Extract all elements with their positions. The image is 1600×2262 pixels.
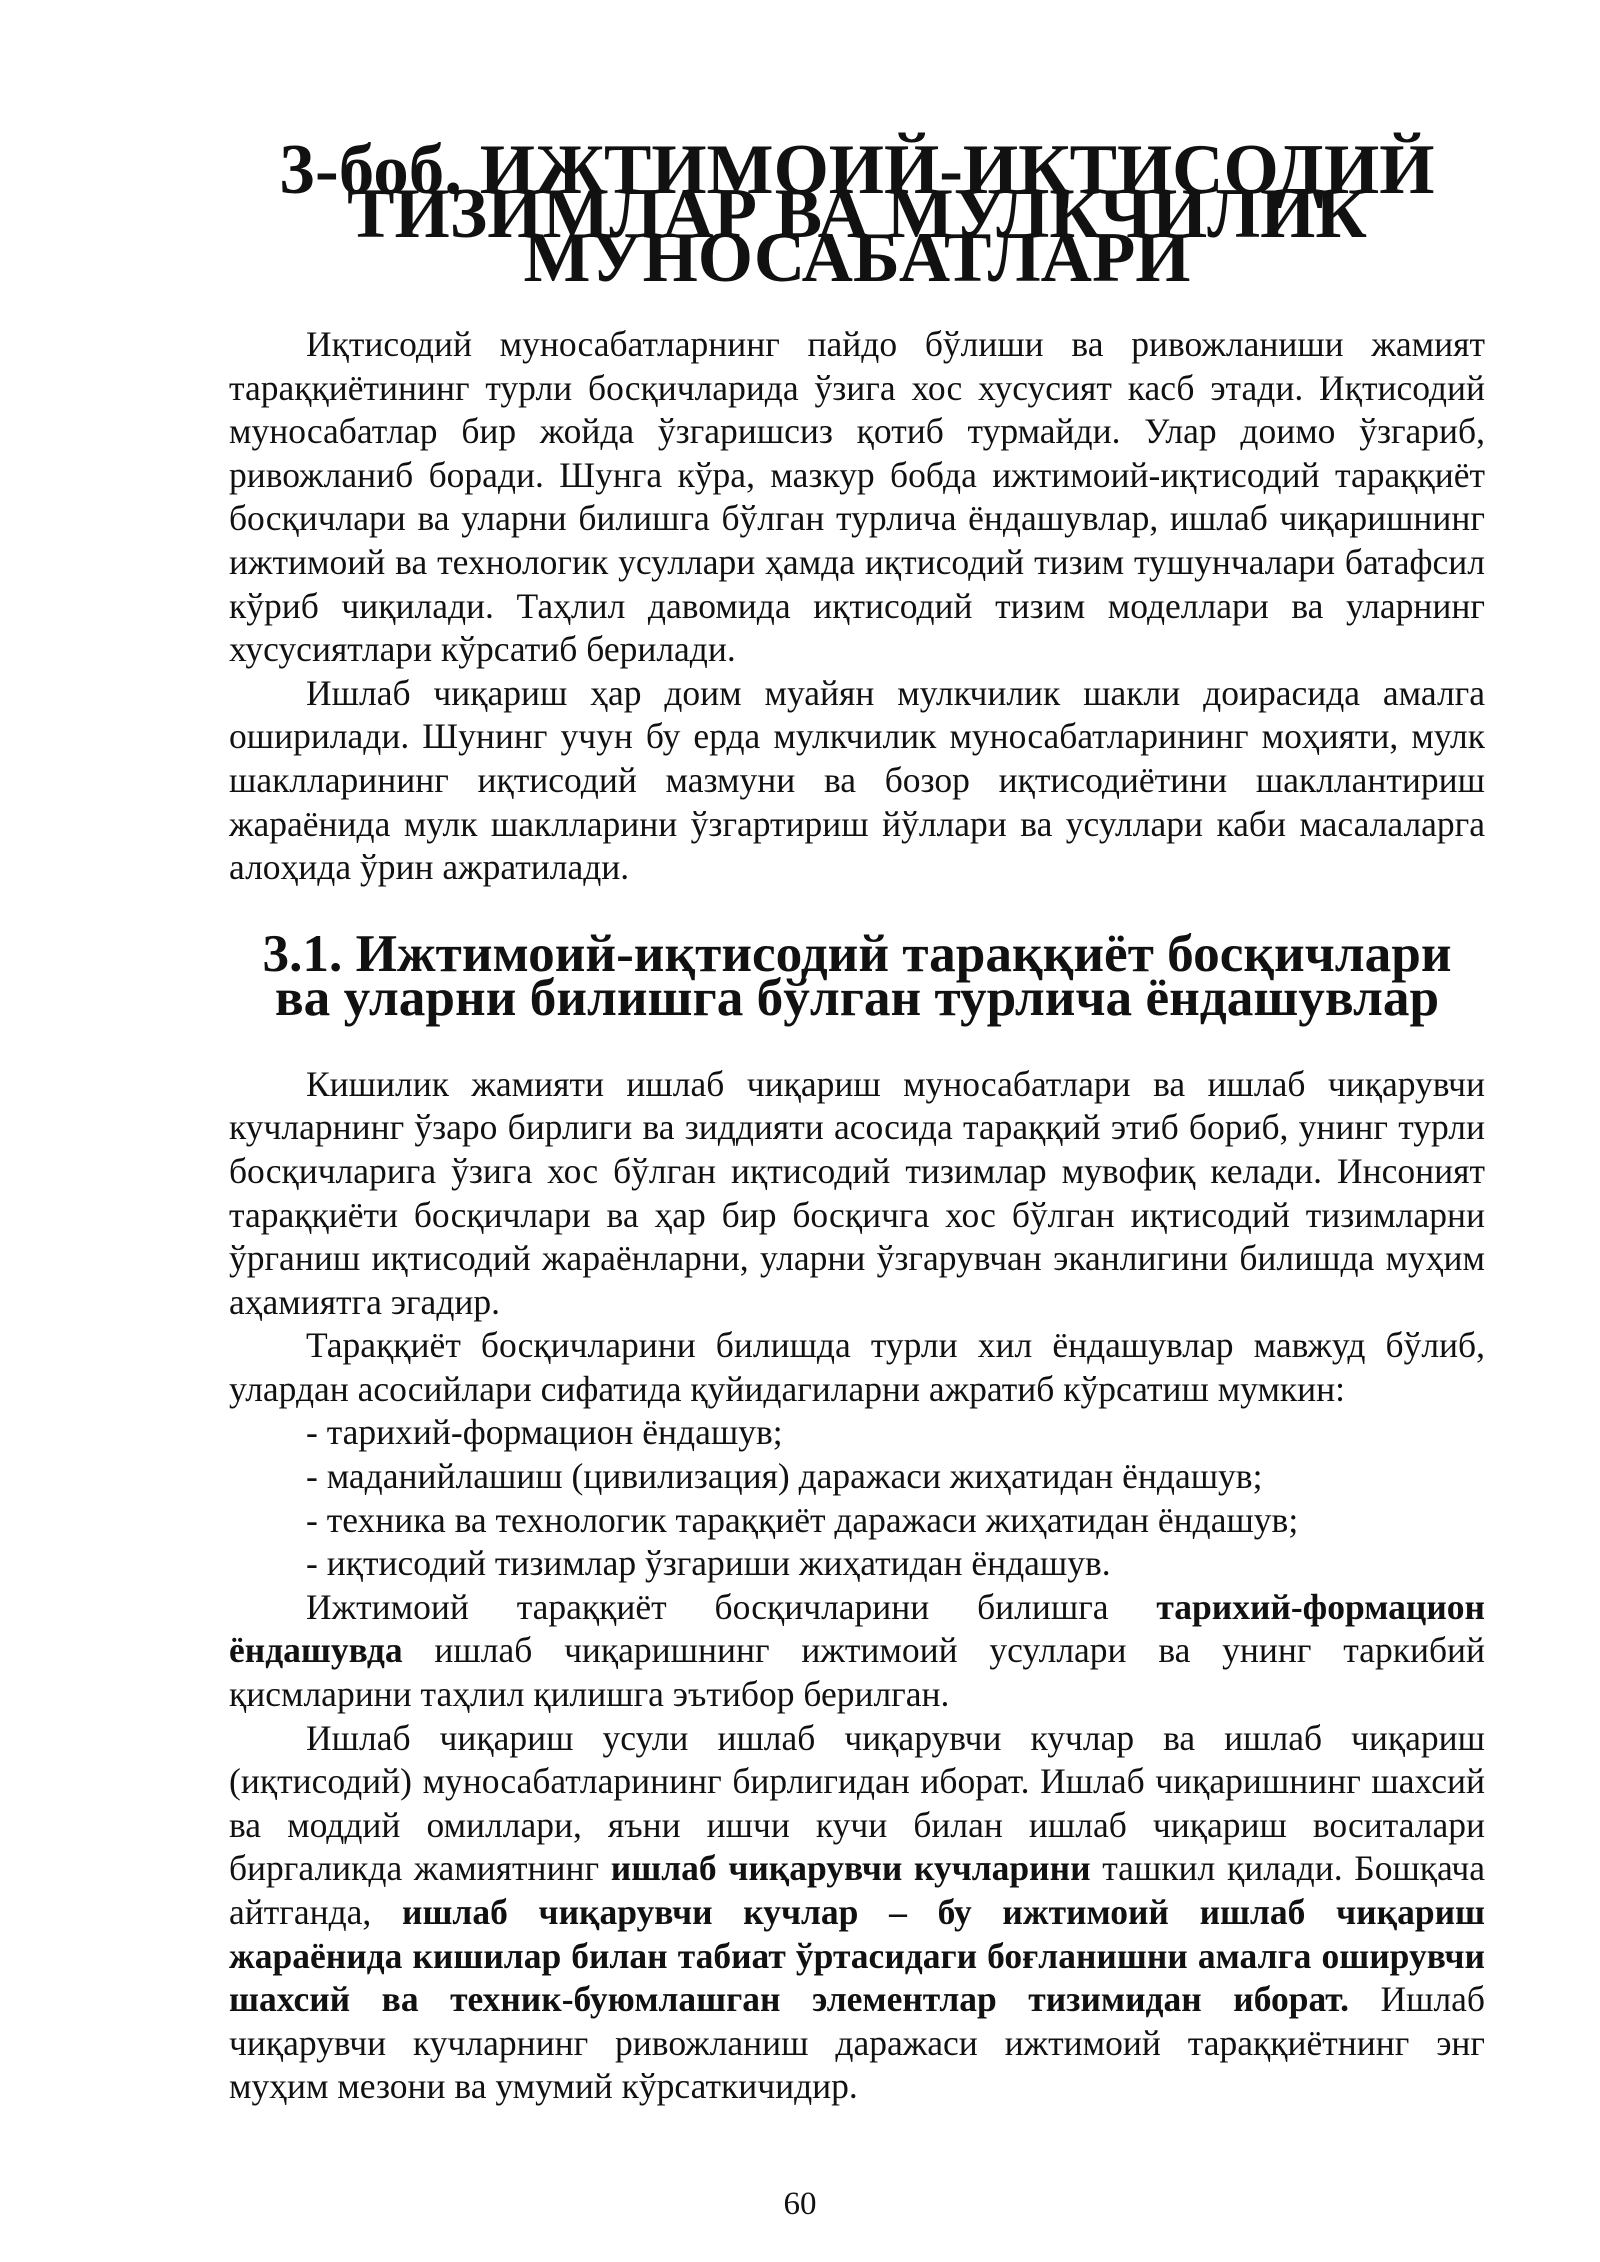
- intro-paragraph-1: Иқтисодий муносабатларнинг пайдо бўлиши ва ривожланиши жамият тараққиётининг турли босқичларида ўзига хос хусусият касб этади. Иқтисодий муносабатлар бир жойда ўзгаришсиз қотиб турмайди. Улар доимо ўзгариб, ривожланиб боради. Шунга кўра, мазкур бобда ижтимоий-иқтисодий тараққиёт босқичлари ва уларни билишга бўлган турлича ёндашувлар, ишлаб чиқаришнинг ижтимоий ва технологик усуллари ҳамда иқтисодий тизим тушунчалари батафсил кўриб чиқилади. Таҳлил давомида иқтисодий тизим моделлари ва уларнинг хусусиятлари кўрсатиб берилади.: [229, 324, 1485, 670]
- section-title: 3.1. Ижтимоий-иқтисодий тараққиёт босқичлари ва уларни билишга бўлган турлича ёндашувлар: [262, 923, 1452, 1027]
- approaches-list: [229, 1411, 1485, 1585]
- list-item: - иқтисодий тизимлар ўзгариши жиҳатидан ёндашув.: [306, 1543, 1111, 1584]
- bold-text: тарихий-формацион ёндашувда: [229, 1586, 1485, 1671]
- page-number: 60: [783, 2186, 817, 2222]
- section-paragraph-1: Кишилик жамияти ишлаб чиқариш муносабатлари ва ишлаб чиқарувчи кучларнинг ўзаро бирлиги ва зиддияти асосида тараққий этиб бориб, унинг турли босқичларига ўзига хос бўлган иқтисодий тизимлар мувофиқ келади. Инсоният тараққиёти босқичлари ва ҳар бир босқичга хос бўлган иқтисодий тизимларни ўрганиш иқтисодий жараёнларни, уларни ўзгарувчан эканлигини билишда муҳим аҳамиятга эгадир.: [229, 1063, 1485, 1322]
- list-item: - тарихий-формацион ёндашув;: [306, 1412, 783, 1453]
- bold-text: ишлаб чиқарувчи кучларини: [610, 1848, 1091, 1889]
- list-item: - техника ва технологик тараққиёт даражаси жиҳатидан ёндашув;: [306, 1499, 1299, 1540]
- intro-paragraph-2: Ишлаб чиқариш ҳар доим муайян мулкчилик шакли доирасида амалга оширилади. Шунинг учун бу ерда мулкчилик муносабатларининг моҳияти, мулк шаклларининг иқтисодий мазмуни ва бозор иқтисодиётини шакллантириш жараёнида мулк шаклларини ўзгартириш йўллари ва усуллари каби масалаларга алоҳида ўрин ажратилади.: [229, 672, 1485, 888]
- section-body: [229, 1063, 1485, 2109]
- section-paragraph-2: Тараққиёт босқичларини билишда турли хил ёндашувлар мавжуд бўлиб, улардан асосийлари сифатида қуйидагиларни ажратиб кўрсатиш мумкин:: [229, 1325, 1485, 1409]
- chapter-title: 3-боб. ИЖТИМОИЙ-ИҚТИСОДИЙ ТИЗИМЛАР ВА МУЛКЧИЛИК МУНОСАБАТЛАРИ: [279, 131, 1435, 297]
- intro-section: [229, 323, 1485, 890]
- bold-text: ишлаб чиқарувчи кучлар – бу ижтимоий ишлаб чиқариш жараёнида кишилар билан табиат ўртасидаги боғланишни амалга оширувчи шахсий ва техник-буюмлашган элементлар тизимидан иборат.: [229, 1892, 1485, 2020]
- list-item: - маданийлашиш (цивилизация) даражаси жиҳатидан ёндашув;: [306, 1456, 1263, 1497]
- section-paragraph-3: Ижтимоий тараққиёт босқичларини билишга тарихий-формацион ёндашувда ишлаб чиқаришнинг ижтимоий усуллари ва унинг таркибий қисмларини таҳлил қилишга эътибор берилган.: [229, 1586, 1485, 1715]
- section-paragraph-4: Ишлаб чиқариш усули ишлаб чиқарувчи кучлар ва ишлаб чиқариш (иқтисодий) муносабатларининг бирлигидан иборат. Ишлаб чиқаришнинг шахсий ва моддий омиллари, яъни ишчи кучи билан ишлаб чиқариш воситалари биргаликда жамиятнинг ишлаб чиқарувчи кучларини ташкил қилади. Бошқача айтганда, ишлаб чиқарувчи кучлар – бу ижтимоий ишлаб чиқариш жараёнида кишилар билан табиат ўртасидаги боғланишни амалга оширувчи шахсий ва техник-буюмлашган элементлар тизимидан иборат. Ишлаб чиқарувчи кучларнинг ривожланиш даражаси ижтимоий тараққиётнинг энг муҳим мезони ва умумий кўрсаткичидир.: [229, 1717, 1485, 2107]
- document-page: [229, 131, 1485, 2109]
